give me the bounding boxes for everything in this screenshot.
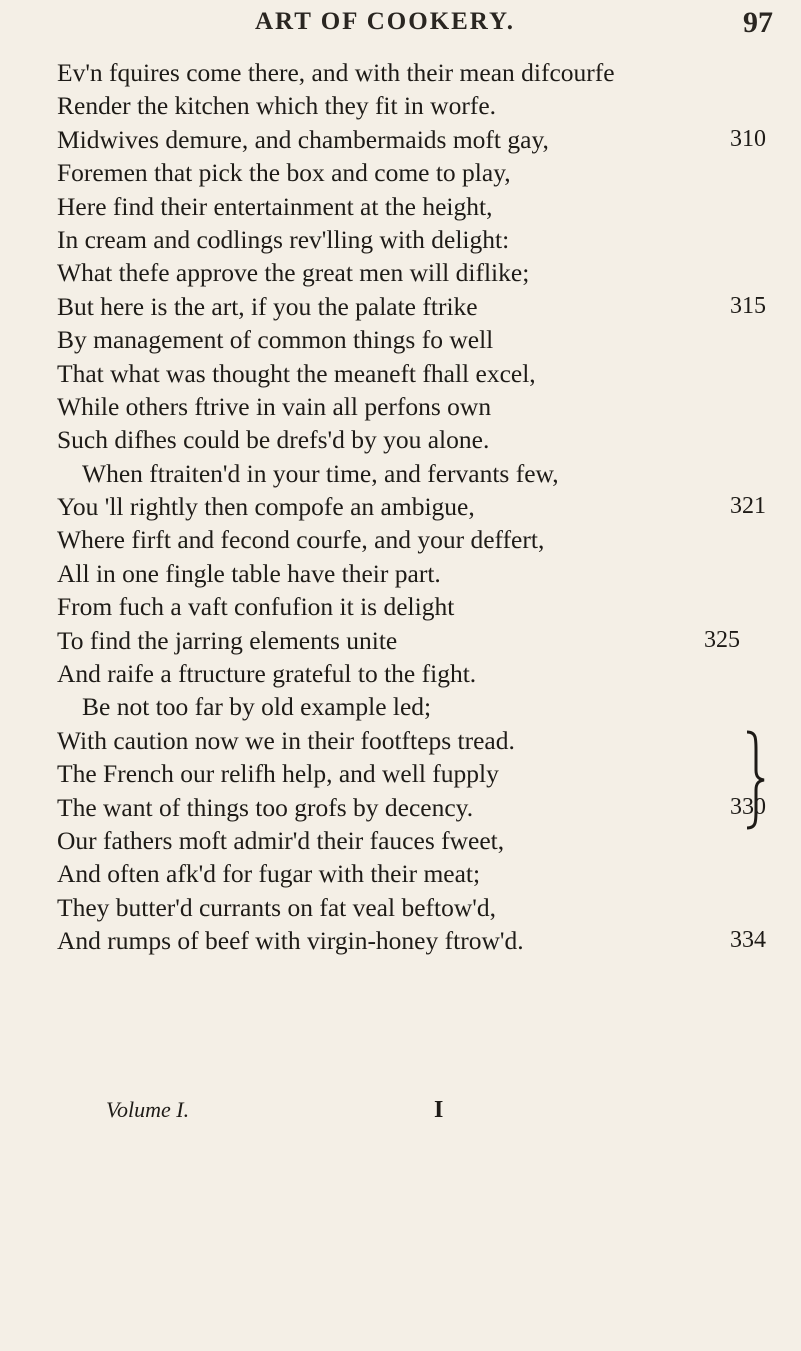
poem-line (0, 156, 801, 189)
volume-label: Volume I. (106, 1097, 190, 1122)
poem-line (0, 357, 801, 390)
line-text: All in one fingle table have their part. (57, 558, 441, 588)
line-text: Here find their entertainment at the height, (57, 191, 493, 221)
poem-line (0, 891, 801, 924)
line-text: But here is the art, if you the palate ftrike (57, 291, 478, 321)
line-text: And often afk'd for fugar with their meat; (57, 859, 481, 889)
line-text: The French our relifh help, and well fupply (57, 759, 499, 789)
poem-line (0, 423, 801, 456)
line-text: They butter'd currants on fat veal beftow'd, (57, 892, 496, 922)
poem-line (0, 123, 801, 156)
line-text: With caution now we in their footfteps tread. (57, 725, 515, 755)
poem-line (0, 190, 801, 223)
line-number: 325 (704, 626, 740, 653)
signature-mark: I (434, 1097, 444, 1123)
poem-line (0, 824, 801, 857)
poem-line (0, 757, 801, 790)
line-text: Ev'n fquires come there, and with their mean difcourfe (57, 58, 615, 87)
line-text: Where firft and fecond courfe, and your deffert, (57, 525, 545, 555)
line-text: When ftraiten'd in your time, and fervants few, (82, 458, 559, 488)
poem-line (0, 89, 801, 122)
line-number: 310 (730, 125, 766, 152)
poem-line (0, 490, 801, 523)
line-text: You 'll rightly then compofe an ambigue, (57, 492, 475, 522)
line-text: And rumps of beef with virgin-honey ftrow'd. (57, 926, 524, 956)
poem-line (0, 290, 801, 323)
poem-line (0, 323, 801, 356)
line-text: The want of things too grofs by decency. (57, 792, 474, 822)
line-text: While others ftrive in vain all perfons own (57, 391, 492, 421)
line-number: 315 (730, 292, 766, 319)
line-text: By management of common things fo well (57, 325, 494, 355)
poem-line (0, 857, 801, 890)
page-footer (0, 1097, 801, 1133)
line-text: Render the kitchen which they fit in worfe. (57, 91, 497, 121)
line-text: What thefe approve the great men will diflike; (57, 258, 530, 288)
poem-line (0, 56, 801, 89)
page-number: 97 (743, 6, 773, 39)
poem-line (0, 256, 801, 289)
line-text: Foremen that pick the box and come to play, (57, 158, 511, 188)
line-text: Midwives demure, and chambermaids moft gay, (57, 124, 549, 154)
poem-line (0, 791, 801, 824)
running-head (0, 8, 801, 48)
line-text: And raife a ftructure grateful to the fight. (57, 659, 477, 689)
line-text: In cream and codlings rev'lling with delight: (57, 224, 510, 254)
poem-line (0, 724, 801, 757)
line-text: Our fathers moft admir'd their fauces fweet, (57, 825, 505, 855)
poem-line (0, 523, 801, 556)
line-number: 330 (730, 793, 766, 820)
line-text: That what was thought the meaneft fhall excel, (57, 358, 536, 388)
poem-line (0, 924, 801, 957)
poem-line (0, 590, 801, 623)
line-number: 334 (730, 927, 766, 954)
line-text: To find the jarring elements unite (57, 625, 398, 655)
triplet-brace-icon (744, 728, 766, 832)
line-number: 321 (730, 493, 766, 520)
poem-line (0, 690, 801, 723)
poem-text (0, 56, 801, 958)
poem-line (0, 457, 801, 490)
poem-line (0, 624, 801, 657)
line-text: Be not too far by old example led; (82, 692, 432, 722)
running-title: ART OF COOKERY. (255, 8, 515, 35)
poem-line (0, 557, 801, 590)
poem-line (0, 223, 801, 256)
line-text: From fuch a vaft confufion it is delight (57, 592, 455, 622)
poem-line (0, 390, 801, 423)
line-text: Such difhes could be drefs'd by you alone. (57, 425, 490, 455)
poem-line (0, 657, 801, 690)
